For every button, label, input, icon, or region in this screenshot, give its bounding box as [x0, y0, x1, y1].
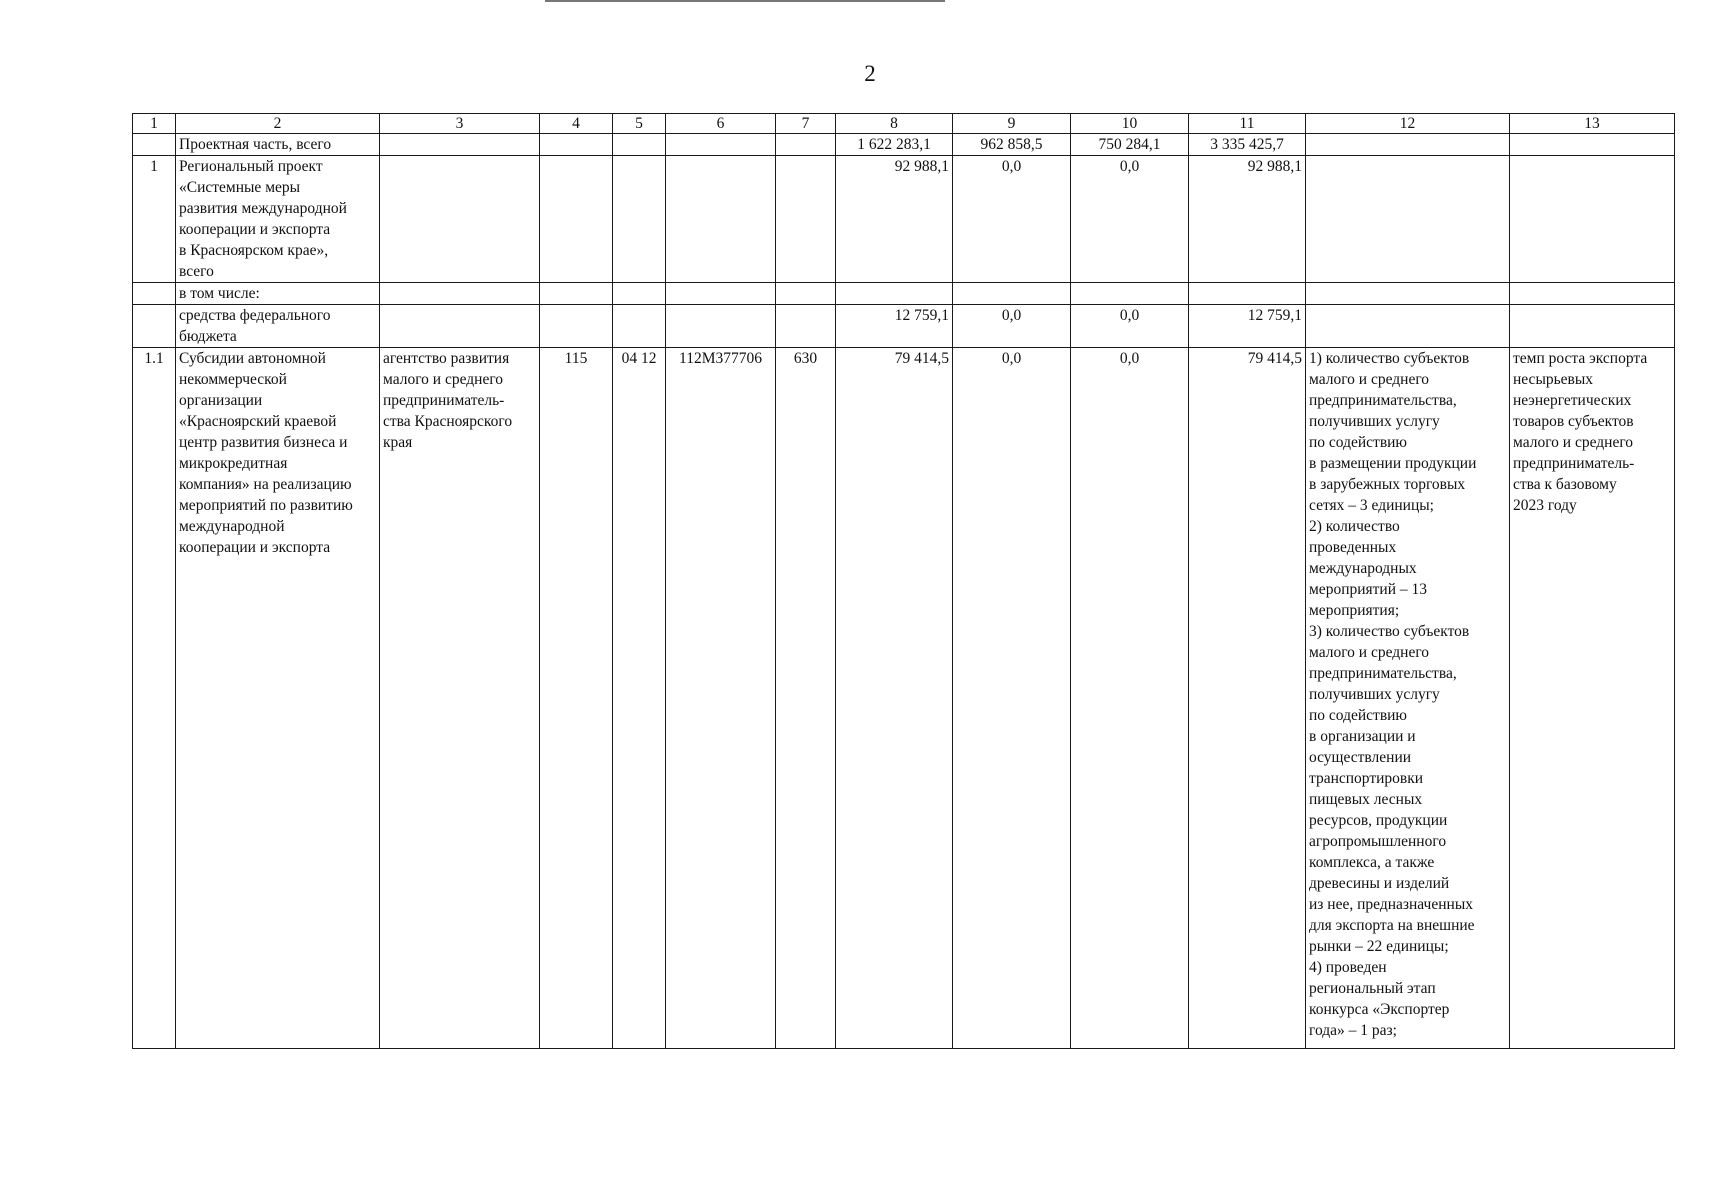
cell-code-4: 115 — [540, 348, 613, 1049]
table-row-federal — [133, 305, 1675, 348]
cell-sum: 3 335 425,7 — [1189, 134, 1306, 156]
cell-2025: 962 858,5 — [953, 134, 1071, 156]
header-cell: 9 — [953, 114, 1071, 134]
cell-sum: 79 414,5 — [1189, 348, 1306, 1049]
cell-2026: 750 284,1 — [1071, 134, 1189, 156]
cell-num: 1 — [133, 156, 176, 283]
cell-name: Субсидии автономной некоммерческой организации «Красноярский краевой центр развития бизнеса и микрокредитная компания» на реализацию мероприятий по развитию международной кооперации и экспорта — [176, 348, 380, 1049]
cell-2025: 0,0 — [953, 305, 1071, 348]
cell-sum: 12 759,1 — [1189, 305, 1306, 348]
cell-num — [133, 134, 176, 156]
cell-2024: 1 622 283,1 — [836, 134, 953, 156]
header-cell: 1 — [133, 114, 176, 134]
header-cell: 7 — [776, 114, 836, 134]
header-cell: 8 — [836, 114, 953, 134]
table-row-including — [133, 283, 1675, 305]
cell-sum: 92 988,1 — [1189, 156, 1306, 283]
cell-name: средства федерального бюджета — [176, 305, 380, 348]
budget-table — [132, 113, 1675, 1049]
header-cell: 6 — [666, 114, 776, 134]
header-cell: 2 — [176, 114, 380, 134]
cell-2024: 79 414,5 — [836, 348, 953, 1049]
header-cell: 10 — [1071, 114, 1189, 134]
header-cell: 4 — [540, 114, 613, 134]
cell-code-5: 04 12 — [613, 348, 666, 1049]
table-row-project — [133, 156, 1675, 283]
cell-2026: 0,0 — [1071, 348, 1189, 1049]
cell-code-7: 630 — [776, 348, 836, 1049]
page-number: 2 — [864, 61, 876, 86]
header-cell: 11 — [1189, 114, 1306, 134]
cell-agency: агентство развития малого и среднего предприниматель- ства Красноярского края — [380, 348, 540, 1049]
cell-2024: 92 988,1 — [836, 156, 953, 283]
cell-2026: 0,0 — [1071, 305, 1189, 348]
cell-name: Региональный проект «Системные меры развития международной кооперации и экспорта в Красноярском крае», всего — [176, 156, 380, 283]
top-rule — [545, 0, 945, 2]
cell-code-6: 112M377706 — [666, 348, 776, 1049]
cell-2025: 0,0 — [953, 348, 1071, 1049]
table-row-subsidy — [133, 348, 1675, 1049]
header-cell: 5 — [613, 114, 666, 134]
header-cell: 12 — [1306, 114, 1510, 134]
cell-num: 1.1 — [133, 348, 176, 1049]
table-row-total — [133, 134, 1675, 156]
cell-2026: 0,0 — [1071, 156, 1189, 283]
header-cell: 13 — [1510, 114, 1675, 134]
cell-results: 1) количество субъектов малого и среднего предпринимательства, получивших услугу по содействию в размещении продукции в зарубежных торговых сетях – 3 единицы; 2) количество проведенных международных мероприятий – 13 мероприятия; 3) количество субъектов малого и среднего предпринимательства, получивших услугу по содействию в организации и осуществлении транспортировки пищевых лесных ресурсов, продукции агропромышленного комплекса, а также древесины и изделий из нее, предназначенных для экспорта на внешние рынки – 22 единицы; 4) проведен региональный этап конкурса «Экспортер года» – 1 раз; — [1306, 348, 1510, 1049]
cell-name: Проектная часть, всего — [176, 134, 380, 156]
cell-2024: 12 759,1 — [836, 305, 953, 348]
header-cell: 3 — [380, 114, 540, 134]
cell-indicator: темп роста экспорта несырьевых неэнергетических товаров субъектов малого и среднего предприниматель- ства к базовому 2023 году — [1510, 348, 1675, 1049]
table-header-row — [133, 114, 1675, 134]
cell-2025: 0,0 — [953, 156, 1071, 283]
cell-name: в том числе: — [176, 283, 380, 305]
